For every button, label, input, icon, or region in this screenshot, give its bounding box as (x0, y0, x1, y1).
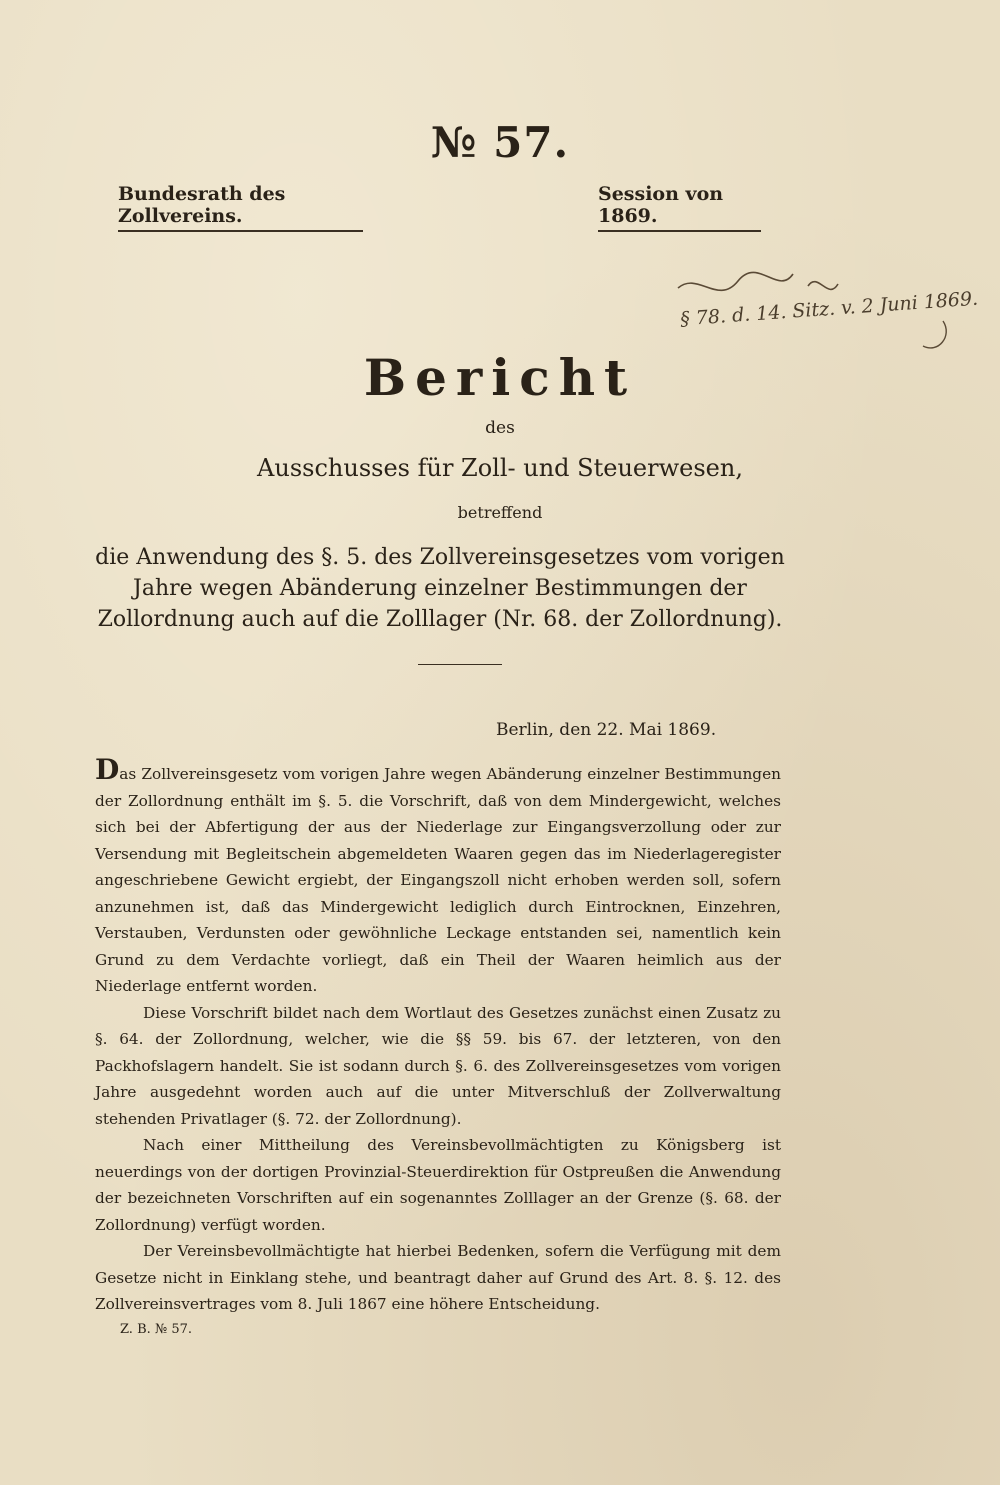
paragraph-4: Der Vereinsbevollmächtigte hat hierbei Bedenken, sofern die Verfügung mit dem Gesetze nicht in Einklang stehe, und beantragt daher auf Grund des Art. 8. §. 12. des Zollvereinsvertrages vom 8. Juli 1867 eine höhere Entscheidung. (95, 1242, 781, 1313)
body-text (95, 753, 781, 1318)
paragraph-1-text: as Zollvereinsgesetz vom vorigen Jahre wegen Abänderung einzelner Bestimmungen der Zollordnung enthält im §. 5. die Vorschrift, daß von dem Mindergewicht, welches sich bei der Abfertigung der aus der Niederlage zur Eingangsverzollung oder zur Versendung mit Begleitschein abgemeldeten Waaren gegen das im Niederlageregister angeschriebene Gewicht ergiebt, der Eingangszoll nicht erhoben werden soll, sofern anzunehmen ist, daß das Mindergewicht lediglich durch Eintrocknen, Einzehren, Verstauben, Verdunsten oder gewöhnliche Leckage entstanden sei, namentlich kein Grund zu dem Verdachte vorliegt, daß ein Theil der Waaren heimlich aus der Niederlage entfernt worden. (95, 765, 781, 995)
betreffend-label: betreffend (457, 503, 543, 522)
document-number: № 57. (430, 118, 570, 167)
paragraph-3: Nach einer Mittheilung des Vereinsbevollmächtigten zu Königsberg ist neuerdings von der dortigen Provinzial-Steuerdirektion für Ostpreußen die Anwendung der bezeichneten Vorschriften auf ein sogenanntes Zolllager an der Grenze (§. 68. der Zollordnung) verfügt worden. (95, 1136, 781, 1234)
paragraph-2: Diese Vorschrift bildet nach dem Wortlaut des Gesetzes zunächst einen Zusatz zu §. 64. der Zollordnung, welcher, wie die §§ 59. bis 67. der letzteren, von den Packhofslagern handelt. Sie ist sodann durch §. 6. des Zollvereinsgesetzes vom vorigen Jahre ausgedehnt worden auch auf die unter Mitverschluß der Zollverwaltung stehenden Privatlager (§. 72. der Zollordnung). (95, 1003, 781, 1128)
section-divider (418, 664, 502, 665)
initial-letter: D (95, 753, 120, 786)
dateline: Berlin, den 22. Mai 1869. (496, 720, 717, 740)
header-bundesrath: Bundesrath des Zollvereins. (118, 183, 363, 232)
paragraph-1 (95, 753, 781, 1000)
document-title: Bericht (363, 348, 637, 407)
committee-name: Ausschusses für Zoll- und Steuerwesen, (257, 454, 743, 482)
footer-signature: Z. B. № 57. (120, 1322, 192, 1337)
title-des: des (485, 418, 515, 438)
handwritten-note: § 78. d. 14. Sitz. v. 2 Juni 1869. (679, 287, 979, 331)
report-subject: die Anwendung des §. 5. des Zollvereinsgesetzes vom vorigen Jahre wegen Abänderung einzelner Bestimmungen der Zollordnung auch auf die Zolllager (Nr. 68. der Zollordnung). (95, 545, 785, 632)
header-session: Session von 1869. (598, 183, 761, 232)
